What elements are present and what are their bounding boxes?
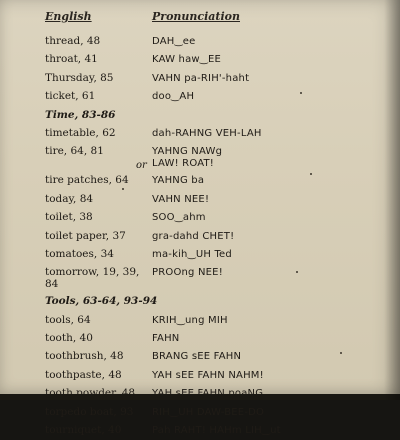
- english-term: toothbrush, 48: [45, 350, 124, 363]
- english-column-heading: English: [45, 10, 92, 23]
- glossary-entry-row: [0, 330, 400, 348]
- pronunciation-text: VAHN NEE!: [152, 193, 210, 205]
- english-term: toilet paper, 37: [45, 229, 126, 242]
- pronunciation-text: DAH‿ee: [152, 36, 196, 47]
- english-term: Thursday, 85: [45, 71, 114, 84]
- glossary-entry-row: [0, 88, 400, 106]
- paper-speck: [122, 188, 124, 190]
- paper-speck: [340, 352, 342, 354]
- pronunciation-text: Pah RAHT! HAHm LIH‿ut: [152, 425, 281, 437]
- paper-speck: [296, 271, 298, 273]
- pronunciation-text: SOO‿ahm: [152, 212, 206, 224]
- alternative-marker: or: [136, 160, 147, 172]
- pronunciation-text: YAHNG ba: [152, 175, 205, 187]
- english-term: thread, 48: [45, 35, 101, 47]
- glossary-entry-row: [0, 70, 400, 88]
- glossary-entry-row: [0, 264, 400, 293]
- glossary-entry-row: [0, 33, 400, 51]
- pronunciation-text: KRIH‿ung MIH: [152, 314, 228, 326]
- section-title: Tools, 63-64, 93-94: [45, 295, 158, 308]
- paper-speck: [310, 173, 312, 175]
- pronunciation-text: dah-RAHNG VEH-LAH: [152, 127, 262, 139]
- pronunciation-text: YAHNG NAWg LAW! ROAT!: [152, 146, 223, 169]
- glossary-entry-row: [0, 312, 400, 330]
- glossary-entry-row: [0, 404, 400, 422]
- pronunciation-text: FAHN: [152, 333, 180, 345]
- section-heading-row: [0, 293, 400, 311]
- pronunciation-text: VAHN pa-RIH'-haht: [152, 72, 250, 84]
- glossary-entry-row: [0, 172, 400, 190]
- pronunciation-column-heading: Pronunciation: [152, 10, 240, 23]
- glossary-entry-row: [0, 422, 400, 440]
- english-term: tomorrow, 19, 39, 84: [45, 266, 140, 290]
- paper-speck: [300, 92, 302, 94]
- pronunciation-text: YAH sEE FAHN NAHM!: [152, 369, 264, 381]
- column-header: [0, 10, 400, 28]
- english-term: tire patches, 64: [45, 174, 129, 187]
- pronunciation-text: ma-kih‿UH Ted: [152, 248, 232, 260]
- english-term: torpedo boat, 93: [45, 405, 134, 418]
- glossary-entry-row: [0, 51, 400, 69]
- pronunciation-text: gra-dahd CHET!: [152, 230, 235, 242]
- english-term: toothpaste, 48: [45, 368, 122, 381]
- english-term: tourniquet, 40: [45, 424, 122, 437]
- section-heading-row: [0, 107, 400, 125]
- pronunciation-text: RIH‿UH DAW-BEE-DO: [152, 406, 265, 418]
- glossary-list: [0, 33, 400, 440]
- pronunciation-text: BRANG sEE FAHN: [152, 351, 242, 363]
- english-term: today, 84: [45, 192, 94, 205]
- english-term: timetable, 62: [45, 126, 116, 139]
- glossary-entry-row: [0, 246, 400, 264]
- pronunciation-text: KAW haw‿EE: [152, 54, 222, 66]
- glossary-entry-row: [0, 228, 400, 246]
- english-term: tire, 64, 81: [45, 145, 104, 158]
- glossary-entry-row: [0, 209, 400, 227]
- pronunciation-text: doo‿AH: [152, 91, 195, 103]
- english-term: tools, 64: [45, 313, 91, 326]
- glossary-entry-row: [0, 143, 400, 172]
- english-term: ticket, 61: [45, 90, 96, 103]
- english-term: throat, 41: [45, 53, 98, 66]
- pronunciation-text: PROOng NEE!: [152, 267, 223, 279]
- page-edge-shadow: [0, 394, 400, 400]
- english-term: tomatoes, 34: [45, 247, 114, 260]
- english-term: tooth, 40: [45, 332, 93, 345]
- glossary-entry-row: [0, 191, 400, 209]
- glossary-entry-row: [0, 367, 400, 385]
- english-term: toilet, 38: [45, 211, 93, 224]
- section-title: Time, 83-86: [45, 108, 116, 121]
- glossary-entry-row: [0, 125, 400, 143]
